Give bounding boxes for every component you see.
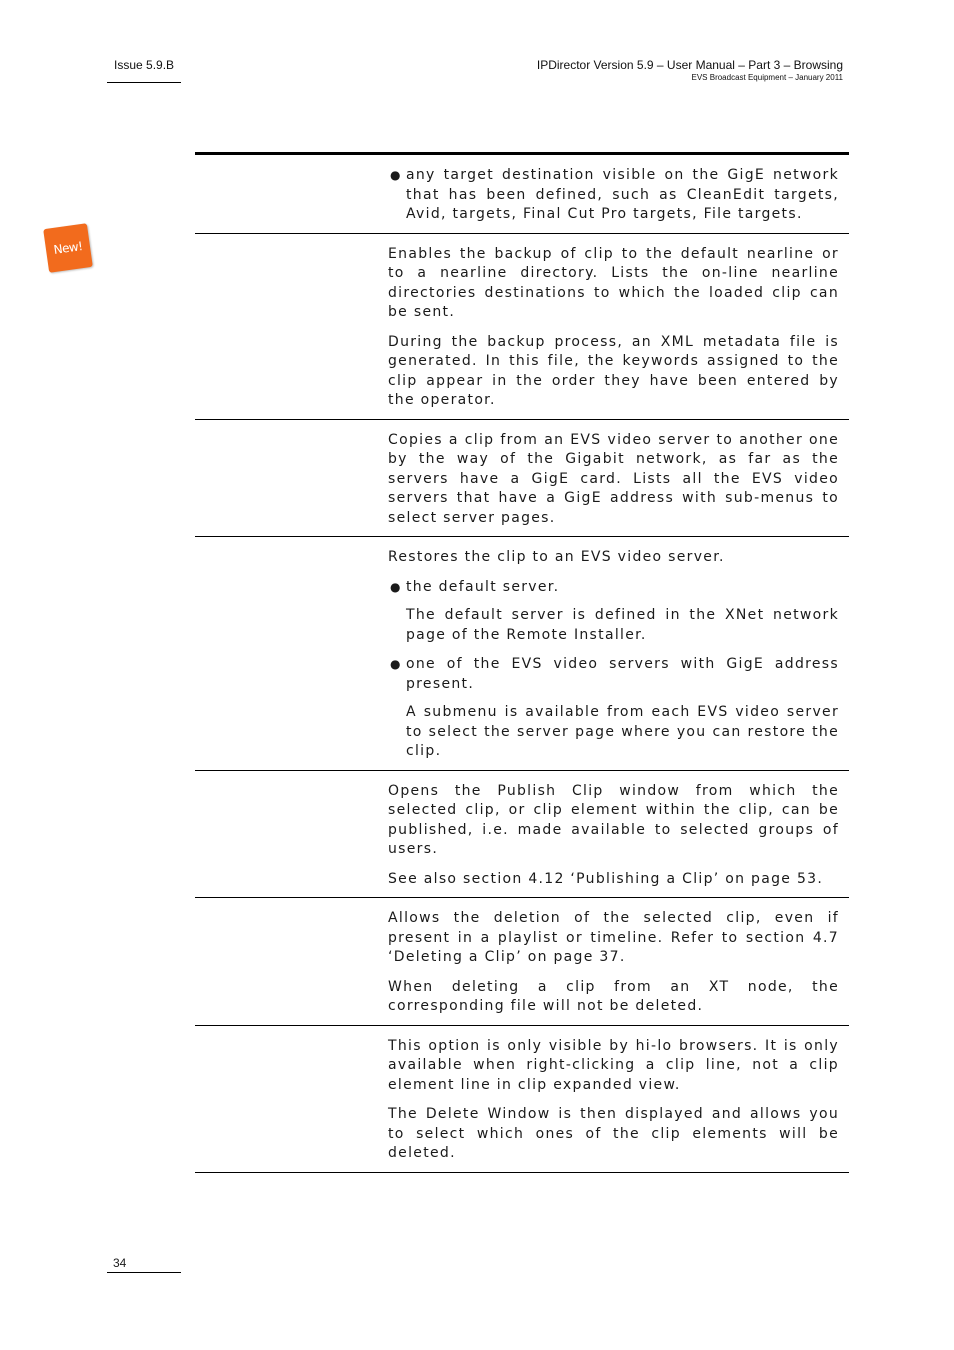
paragraph: Restores the clip to an EVS video server. <box>388 549 725 565</box>
header-title: IPDirector Version 5.9 – User Manual – Part 3 – Browsing <box>536 58 843 72</box>
new-badge-icon <box>43 223 93 273</box>
row-description <box>388 1037 839 1164</box>
paragraph: Allows the deletion of the selected clip, even if present in a playlist or timeline. Refer to section 4.7 ‘Deleting a Clip’ on page 37. <box>388 910 839 965</box>
table-row <box>195 537 849 771</box>
list-item <box>388 166 839 225</box>
paragraph: This option is only visible by hi-lo browsers. It is only available when right-clicking a clip line, not a clip element line in clip expanded view. <box>388 1037 839 1093</box>
bullet-text: the default server. <box>406 578 560 595</box>
paragraph: See also section 4.12 ‘Publishing a Clip’ on page 53. <box>388 870 824 887</box>
table-row <box>195 771 849 899</box>
row-description <box>388 548 839 762</box>
header-title-block <box>537 58 843 83</box>
table-row <box>195 420 849 538</box>
paragraph: The Delete Window is then displayed and allows you to select which ones of the clip elements will be deleted. <box>388 1106 839 1161</box>
paragraph: When deleting a clip from an XT node, the corresponding file will not be deleted. <box>388 978 839 1014</box>
row-description <box>388 782 839 890</box>
row-description <box>388 431 839 529</box>
table-row <box>195 1026 849 1173</box>
footer-rule <box>107 1272 181 1273</box>
paragraph: Copies a clip from an EVS video server to another one by the way of the Gigabit network, as far as the servers have a GigE card. Lists all the EVS video servers that have a GigE address with sub-menus to select server pages. <box>388 431 839 526</box>
bullet-text: any target destination visible on the GigE network that has been defined, such as CleanEdit targets, Avid, targets, Final Cut Pro targets, File targets. <box>406 167 839 222</box>
bullet-text: one of the EVS video servers with GigE address present. <box>406 656 839 692</box>
row-description <box>388 909 839 1017</box>
bullet-icon: ● <box>390 657 401 671</box>
header-issue: Issue 5.9.B <box>114 58 175 72</box>
table-row <box>195 234 849 420</box>
content-table <box>195 152 849 1173</box>
bullet-subtext: A submenu is available from each EVS video server to select the server page where you can restore the clip. <box>406 704 839 759</box>
bullet-subtext: The default server is defined in the XNet network page of the Remote Installer. <box>406 607 839 643</box>
paragraph: During the backup process, an XML metadata file is generated. In this file, the keywords assigned to the clip appear in the order they have been entered by the operator. <box>388 333 839 408</box>
paragraph: Enables the backup of clip to the default nearline or to a nearline directory. Lists the on-line nearline directories destinations to which the loaded clip can be sent. <box>388 245 839 320</box>
row-description <box>388 166 839 225</box>
new-badge-label: New! <box>52 239 84 257</box>
list-item <box>388 578 839 646</box>
page-number: 34 <box>113 1256 127 1270</box>
bullet-icon: ● <box>390 579 401 594</box>
row-description <box>388 245 839 411</box>
table-row <box>195 155 849 234</box>
bullet-icon: ● <box>390 168 401 182</box>
header-subtitle: EVS Broadcast Equipment – January 2011 <box>691 73 843 82</box>
list-item <box>388 655 839 762</box>
header-left-rule <box>107 82 181 83</box>
table-row <box>195 898 849 1026</box>
paragraph: Opens the Publish Clip window from which the selected clip, or clip element within the clip, can be published, i.e. made available to selected groups of users. <box>388 782 839 857</box>
